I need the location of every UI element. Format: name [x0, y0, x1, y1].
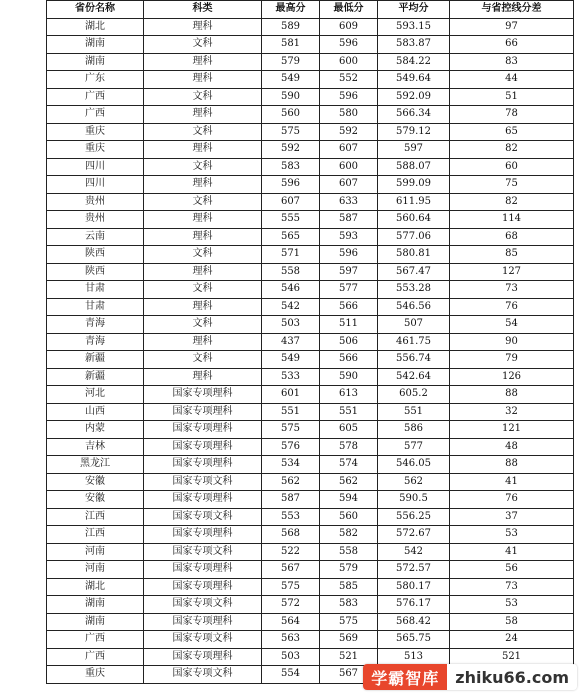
- cell-province: 湖南: [47, 613, 144, 631]
- cell-avg-score: 565.75: [378, 631, 450, 649]
- table-row: [47, 386, 574, 404]
- cell-diff: 88: [450, 386, 574, 404]
- cell-province: 安徽: [47, 491, 144, 509]
- cell-min-score: 585: [320, 578, 378, 596]
- cell-diff: 51: [450, 88, 574, 106]
- cell-province: 湖南: [47, 36, 144, 54]
- cell-min-score: 594: [320, 491, 378, 509]
- cell-subject: 国家专项文科: [144, 596, 262, 614]
- cell-min-score: 607: [320, 141, 378, 159]
- cell-avg-score: 568.42: [378, 613, 450, 631]
- cell-avg-score: 556.25: [378, 508, 450, 526]
- cell-min-score: 580: [320, 106, 378, 124]
- cell-province: 黑龙江: [47, 456, 144, 474]
- cell-max-score: 601: [262, 386, 320, 404]
- cell-max-score: 575: [262, 123, 320, 141]
- cell-subject: 理科: [144, 141, 262, 159]
- cell-avg-score: 605.2: [378, 386, 450, 404]
- cell-province: 贵州: [47, 211, 144, 229]
- table-row: [47, 88, 574, 106]
- cell-avg-score: 599.09: [378, 176, 450, 194]
- cell-avg-score: 586: [378, 421, 450, 439]
- cell-diff: 121: [450, 421, 574, 439]
- watermark-brand: 学霸智库: [363, 664, 447, 690]
- cell-diff: 76: [450, 298, 574, 316]
- cell-diff: 521: [450, 648, 574, 666]
- cell-max-score: 583: [262, 158, 320, 176]
- cell-diff: 41: [450, 543, 574, 561]
- cell-max-score: 568: [262, 526, 320, 544]
- cell-avg-score: 567.47: [378, 263, 450, 281]
- cell-avg-score: 584.22: [378, 53, 450, 71]
- cell-avg-score: 577: [378, 438, 450, 456]
- cell-province: 湖南: [47, 53, 144, 71]
- cell-avg-score: 592.09: [378, 88, 450, 106]
- cell-subject: 国家专项理科: [144, 421, 262, 439]
- cell-min-score: 583: [320, 596, 378, 614]
- cell-min-score: 562: [320, 473, 378, 491]
- cell-max-score: 558: [262, 263, 320, 281]
- cell-min-score: 613: [320, 386, 378, 404]
- cell-subject: 文科: [144, 88, 262, 106]
- cell-subject: 理科: [144, 176, 262, 194]
- cell-min-score: 590: [320, 368, 378, 386]
- cell-avg-score: 542: [378, 543, 450, 561]
- cell-subject: 文科: [144, 316, 262, 334]
- cell-max-score: 503: [262, 648, 320, 666]
- cell-min-score: 609: [320, 18, 378, 36]
- cell-subject: 理科: [144, 263, 262, 281]
- cell-max-score: 596: [262, 176, 320, 194]
- cell-subject: 文科: [144, 281, 262, 299]
- cell-province: 江西: [47, 526, 144, 544]
- cell-subject: 国家专项文科: [144, 543, 262, 561]
- cell-province: 甘肃: [47, 281, 144, 299]
- cell-subject: 文科: [144, 158, 262, 176]
- table-row: [47, 298, 574, 316]
- cell-province: 陕西: [47, 263, 144, 281]
- cell-min-score: 577: [320, 281, 378, 299]
- cell-province: 重庆: [47, 123, 144, 141]
- cell-min-score: 597: [320, 263, 378, 281]
- cell-subject: 文科: [144, 36, 262, 54]
- cell-subject: 国家专项理科: [144, 526, 262, 544]
- cell-max-score: 555: [262, 211, 320, 229]
- cell-province: 河北: [47, 386, 144, 404]
- cell-diff: 82: [450, 141, 574, 159]
- cell-max-score: 533: [262, 368, 320, 386]
- cell-max-score: 565: [262, 228, 320, 246]
- cell-min-score: 596: [320, 36, 378, 54]
- cell-diff: 127: [450, 263, 574, 281]
- cell-diff: 65: [450, 123, 574, 141]
- table-row: [47, 403, 574, 421]
- cell-diff: 66: [450, 36, 574, 54]
- cell-max-score: 560: [262, 106, 320, 124]
- table-row: [47, 648, 574, 666]
- cell-avg-score: 579.12: [378, 123, 450, 141]
- cell-max-score: 575: [262, 578, 320, 596]
- header-subject: 科类: [144, 1, 262, 19]
- table-row: [47, 421, 574, 439]
- cell-min-score: 582: [320, 526, 378, 544]
- table-row: [47, 543, 574, 561]
- cell-province: 广西: [47, 631, 144, 649]
- cell-diff: 68: [450, 228, 574, 246]
- cell-province: 四川: [47, 176, 144, 194]
- cell-avg-score: 593.15: [378, 18, 450, 36]
- cell-subject: 理科: [144, 106, 262, 124]
- cell-max-score: 549: [262, 71, 320, 89]
- table-row: [47, 281, 574, 299]
- cell-min-score: 551: [320, 403, 378, 421]
- cell-min-score: 607: [320, 176, 378, 194]
- cell-subject: 文科: [144, 246, 262, 264]
- cell-province: 河南: [47, 543, 144, 561]
- cell-max-score: 572: [262, 596, 320, 614]
- cell-min-score: 569: [320, 631, 378, 649]
- score-table: [46, 0, 574, 684]
- cell-max-score: 553: [262, 508, 320, 526]
- table-row: [47, 596, 574, 614]
- cell-min-score: 633: [320, 193, 378, 211]
- cell-max-score: 576: [262, 438, 320, 456]
- table-row: [47, 263, 574, 281]
- cell-avg-score: 461.75: [378, 333, 450, 351]
- cell-avg-score: 553.28: [378, 281, 450, 299]
- cell-max-score: 571: [262, 246, 320, 264]
- table-row: [47, 456, 574, 474]
- cell-province: 青海: [47, 333, 144, 351]
- cell-province: 河南: [47, 561, 144, 579]
- cell-diff: 54: [450, 316, 574, 334]
- cell-subject: 国家专项文科: [144, 666, 262, 684]
- table-row: [47, 351, 574, 369]
- cell-max-score: 563: [262, 631, 320, 649]
- cell-diff: 60: [450, 158, 574, 176]
- cell-subject: 国家专项文科: [144, 631, 262, 649]
- cell-max-score: 503: [262, 316, 320, 334]
- cell-diff: 78: [450, 106, 574, 124]
- table-row: [47, 368, 574, 386]
- cell-max-score: 437: [262, 333, 320, 351]
- cell-max-score: 549: [262, 351, 320, 369]
- cell-diff: 37: [450, 508, 574, 526]
- table-row: [47, 71, 574, 89]
- cell-subject: 文科: [144, 123, 262, 141]
- cell-province: 内蒙: [47, 421, 144, 439]
- cell-province: 贵州: [47, 193, 144, 211]
- table-row: [47, 333, 574, 351]
- cell-diff: 79: [450, 351, 574, 369]
- cell-avg-score: 562: [378, 473, 450, 491]
- cell-subject: 国家专项理科: [144, 438, 262, 456]
- cell-avg-score: 583.87: [378, 36, 450, 54]
- cell-diff: 114: [450, 211, 574, 229]
- table-row: [47, 613, 574, 631]
- cell-min-score: 558: [320, 543, 378, 561]
- cell-subject: 国家专项理科: [144, 613, 262, 631]
- cell-subject: 国家专项理科: [144, 578, 262, 596]
- cell-diff: 90: [450, 333, 574, 351]
- cell-avg-score: 513: [378, 648, 450, 666]
- cell-subject: 理科: [144, 71, 262, 89]
- cell-avg-score: 611.95: [378, 193, 450, 211]
- cell-subject: 理科: [144, 228, 262, 246]
- table-row: [47, 246, 574, 264]
- cell-province: 江西: [47, 508, 144, 526]
- cell-avg-score: 597: [378, 141, 450, 159]
- cell-max-score: 587: [262, 491, 320, 509]
- cell-province: 广东: [47, 71, 144, 89]
- cell-min-score: 566: [320, 298, 378, 316]
- cell-province: 湖北: [47, 578, 144, 596]
- header-diff: 与省控线分差: [450, 1, 574, 19]
- cell-max-score: 579: [262, 53, 320, 71]
- cell-subject: 理科: [144, 333, 262, 351]
- header-min-score: 最低分: [320, 1, 378, 19]
- cell-diff: 88: [450, 456, 574, 474]
- cell-diff: 53: [450, 596, 574, 614]
- cell-max-score: 542: [262, 298, 320, 316]
- cell-max-score: 581: [262, 36, 320, 54]
- cell-province: 吉林: [47, 438, 144, 456]
- cell-diff: 53: [450, 526, 574, 544]
- cell-avg-score: 580.81: [378, 246, 450, 264]
- cell-province: 青海: [47, 316, 144, 334]
- cell-subject: 理科: [144, 18, 262, 36]
- cell-subject: 理科: [144, 368, 262, 386]
- cell-max-score: 567: [262, 561, 320, 579]
- watermark-badge: [363, 664, 577, 690]
- cell-max-score: 562: [262, 473, 320, 491]
- cell-avg-score: 566.34: [378, 106, 450, 124]
- table-row: [47, 473, 574, 491]
- watermark-domain: zhiku66.com: [447, 664, 577, 690]
- cell-avg-score: 580.17: [378, 578, 450, 596]
- cell-subject: 国家专项理科: [144, 456, 262, 474]
- cell-subject: 国家专项理科: [144, 491, 262, 509]
- cell-diff: 73: [450, 578, 574, 596]
- cell-max-score: 546: [262, 281, 320, 299]
- cell-diff: 58: [450, 613, 574, 631]
- cell-province: 山西: [47, 403, 144, 421]
- table-row: [47, 18, 574, 36]
- table-row: [47, 438, 574, 456]
- cell-avg-score: 572.67: [378, 526, 450, 544]
- cell-min-score: 596: [320, 246, 378, 264]
- cell-subject: 文科: [144, 193, 262, 211]
- cell-min-score: 566: [320, 351, 378, 369]
- cell-max-score: 575: [262, 421, 320, 439]
- cell-diff: 56: [450, 561, 574, 579]
- cell-avg-score: 590.5: [378, 491, 450, 509]
- cell-province: 湖南: [47, 596, 144, 614]
- cell-min-score: 560: [320, 508, 378, 526]
- cell-avg-score: 576.17: [378, 596, 450, 614]
- cell-min-score: 575: [320, 613, 378, 631]
- header-avg-score: 平均分: [378, 1, 450, 19]
- cell-avg-score: 542.64: [378, 368, 450, 386]
- cell-min-score: 600: [320, 158, 378, 176]
- cell-diff: 41: [450, 473, 574, 491]
- cell-min-score: 600: [320, 53, 378, 71]
- cell-diff: 126: [450, 368, 574, 386]
- cell-diff: 75: [450, 176, 574, 194]
- cell-min-score: 596: [320, 88, 378, 106]
- table-row: [47, 193, 574, 211]
- table-row: [47, 158, 574, 176]
- table-row: [47, 53, 574, 71]
- cell-subject: 理科: [144, 53, 262, 71]
- table-row: [47, 316, 574, 334]
- cell-min-score: 552: [320, 71, 378, 89]
- cell-province: 广西: [47, 648, 144, 666]
- cell-diff: 97: [450, 18, 574, 36]
- table-row: [47, 211, 574, 229]
- cell-province: 甘肃: [47, 298, 144, 316]
- cell-subject: 国家专项理科: [144, 648, 262, 666]
- cell-subject: 国家专项理科: [144, 561, 262, 579]
- cell-subject: 国家专项理科: [144, 386, 262, 404]
- cell-max-score: 589: [262, 18, 320, 36]
- cell-avg-score: 546.05: [378, 456, 450, 474]
- table-body: [47, 18, 574, 683]
- cell-diff: 24: [450, 631, 574, 649]
- cell-avg-score: 549.64: [378, 71, 450, 89]
- cell-subject: 国家专项理科: [144, 403, 262, 421]
- cell-max-score: 534: [262, 456, 320, 474]
- table-row: [47, 141, 574, 159]
- cell-subject: 理科: [144, 211, 262, 229]
- cell-subject: 文科: [144, 351, 262, 369]
- cell-province: 四川: [47, 158, 144, 176]
- cell-min-score: 593: [320, 228, 378, 246]
- table-row: [47, 491, 574, 509]
- cell-max-score: 607: [262, 193, 320, 211]
- cell-diff: 32: [450, 403, 574, 421]
- table-row: [47, 578, 574, 596]
- table-row: [47, 561, 574, 579]
- cell-diff: 76: [450, 491, 574, 509]
- cell-min-score: 506: [320, 333, 378, 351]
- table-row: [47, 106, 574, 124]
- cell-min-score: 511: [320, 316, 378, 334]
- cell-province: 湖北: [47, 18, 144, 36]
- table-row: [47, 36, 574, 54]
- cell-avg-score: 572.57: [378, 561, 450, 579]
- cell-min-score: 567: [320, 666, 378, 684]
- cell-province: 陕西: [47, 246, 144, 264]
- cell-min-score: 579: [320, 561, 378, 579]
- cell-avg-score: 560.64: [378, 211, 450, 229]
- cell-avg-score: 551: [378, 403, 450, 421]
- cell-avg-score: 546.56: [378, 298, 450, 316]
- cell-province: 安徽: [47, 473, 144, 491]
- cell-diff: 82: [450, 193, 574, 211]
- table-row: [47, 526, 574, 544]
- cell-subject: 国家专项文科: [144, 473, 262, 491]
- cell-min-score: 578: [320, 438, 378, 456]
- table-header-row: [47, 1, 574, 19]
- cell-province: 重庆: [47, 666, 144, 684]
- table-row: [47, 508, 574, 526]
- table-row: [47, 176, 574, 194]
- cell-max-score: 522: [262, 543, 320, 561]
- header-max-score: 最高分: [262, 1, 320, 19]
- table-row: [47, 123, 574, 141]
- cell-max-score: 551: [262, 403, 320, 421]
- cell-min-score: 574: [320, 456, 378, 474]
- cell-min-score: 521: [320, 648, 378, 666]
- cell-avg-score: 507: [378, 316, 450, 334]
- cell-diff: 44: [450, 71, 574, 89]
- cell-min-score: 605: [320, 421, 378, 439]
- cell-province: 新疆: [47, 368, 144, 386]
- cell-max-score: 590: [262, 88, 320, 106]
- header-province: 省份名称: [47, 1, 144, 19]
- cell-diff: 83: [450, 53, 574, 71]
- cell-diff: 48: [450, 438, 574, 456]
- cell-province: 云南: [47, 228, 144, 246]
- cell-subject: 理科: [144, 298, 262, 316]
- cell-max-score: 554: [262, 666, 320, 684]
- cell-min-score: 592: [320, 123, 378, 141]
- cell-avg-score: 556.74: [378, 351, 450, 369]
- cell-diff: 73: [450, 281, 574, 299]
- cell-province: 广西: [47, 106, 144, 124]
- cell-max-score: 592: [262, 141, 320, 159]
- cell-avg-score: 588.07: [378, 158, 450, 176]
- cell-avg-score: 577.06: [378, 228, 450, 246]
- cell-subject: 国家专项文科: [144, 508, 262, 526]
- table-row: [47, 631, 574, 649]
- cell-province: 广西: [47, 88, 144, 106]
- cell-province: 新疆: [47, 351, 144, 369]
- cell-max-score: 564: [262, 613, 320, 631]
- table-row: [47, 228, 574, 246]
- cell-province: 重庆: [47, 141, 144, 159]
- cell-diff: 85: [450, 246, 574, 264]
- cell-min-score: 587: [320, 211, 378, 229]
